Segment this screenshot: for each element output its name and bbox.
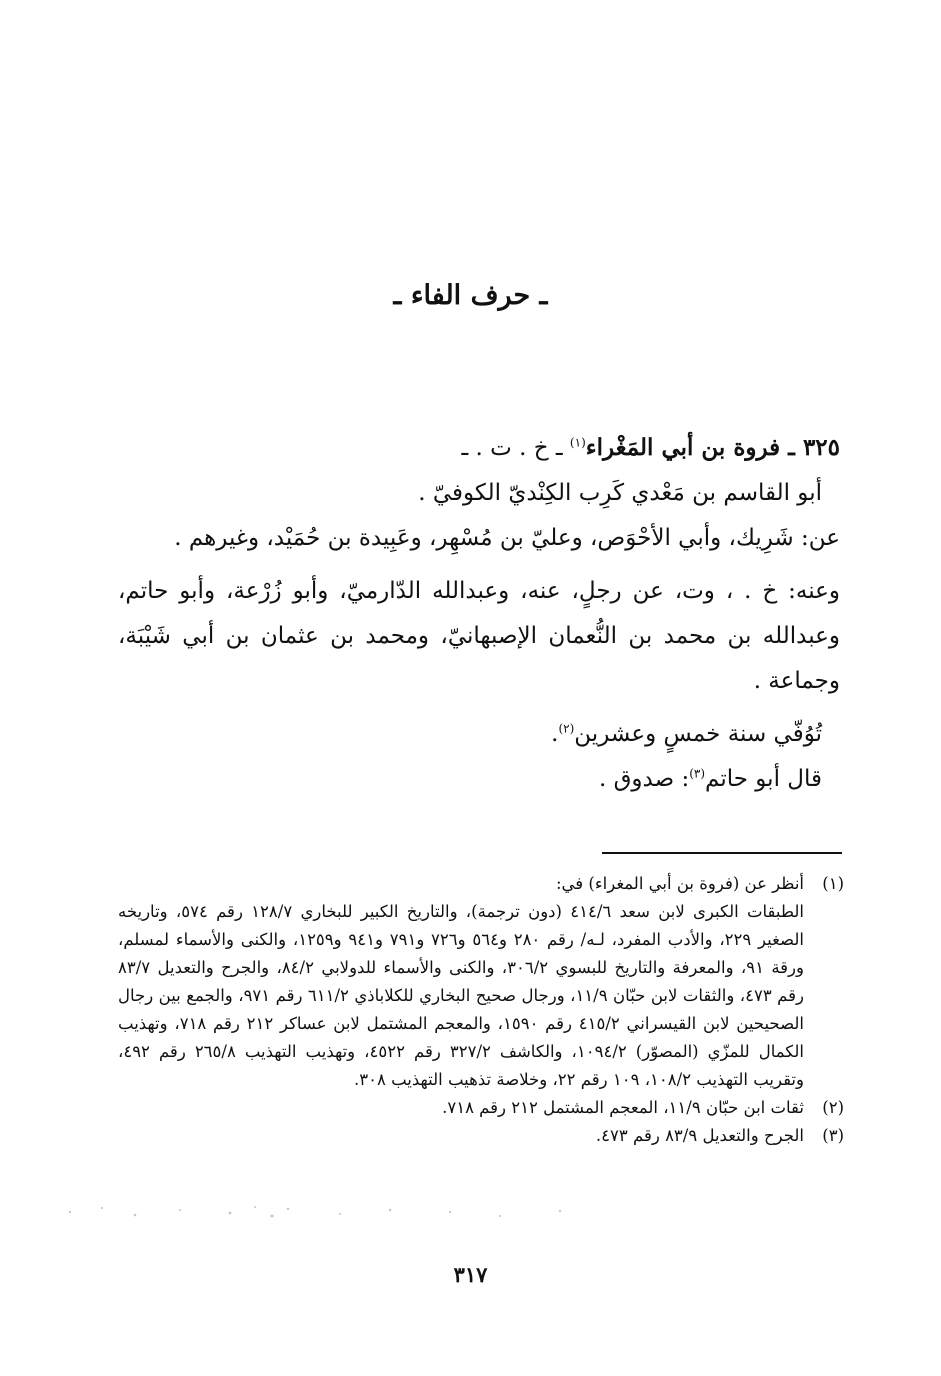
- footnote-text: الجرح والتعديل ٨٣/٩ رقم ٤٧٣.: [595, 1126, 804, 1145]
- page-number: ٣١٧: [453, 1262, 488, 1287]
- entry-death-line: [118, 712, 840, 757]
- entry-quote-text: قال أبو حاتم: [705, 766, 822, 792]
- footnote-ref-3[interactable]: (٣): [689, 766, 706, 781]
- footnote-title: أنظر عن (فروة بن أبي المغراء) في:: [555, 874, 804, 893]
- footnote-ref-1[interactable]: (١): [569, 435, 586, 450]
- footnote-number: (٣): [822, 1126, 844, 1145]
- footnote-2: [118, 1094, 844, 1122]
- entry-death-end: .: [551, 721, 559, 747]
- entry-quote-line: [118, 757, 840, 802]
- footnote-body: [118, 1094, 804, 1122]
- footnote-ref-2[interactable]: (٢): [558, 721, 575, 736]
- footnote-number: (١): [822, 874, 844, 893]
- footnote-body: [118, 870, 804, 1094]
- entry-teachers: عن: شَرِيك، وأبي الأحْوَص، وعليّ بن مُسْهِر، وعَبِيدة بن حُمَيْد، وغيرهم .: [174, 525, 840, 551]
- entry-heading: ٣٢٥ ـ فروة بن أبي المَغْراء: [585, 434, 840, 461]
- footnote-divider: [602, 852, 842, 854]
- footnote-body: [118, 1122, 804, 1150]
- footnote-3: [118, 1122, 844, 1150]
- entry-students: وعنه: خ . ، وت، عن رجلٍ، عنه، وعبدالله الدّارميّ، وأبو زُرْعة، وأبو حاتم، وعبدالله بن محمد بن النُّعمان الإصبهانيّ، ومحمد بن عثمان بن أبي شَيْبَة، وجماعة .: [118, 578, 840, 694]
- scan-noise: [40, 1190, 600, 1230]
- footnotes: [118, 870, 844, 1150]
- entry-quote-end: : صدوق .: [598, 766, 690, 792]
- biography-entry: [118, 425, 840, 802]
- footnote-number: (٢): [822, 1098, 844, 1117]
- entry-death-text: تُوُفّي سنة خمسٍ وعشرين: [574, 721, 822, 747]
- entry-heading-line: [118, 425, 840, 471]
- footnote-text: ثقات ابن حبّان ١١/٩، المعجم المشتمل ٢١٢ رقم ٧١٨.: [442, 1098, 804, 1117]
- entry-heading-tail: ـ خ . ت . ـ: [461, 435, 570, 461]
- footnote-1: [118, 870, 844, 1094]
- entry-name-line: أبو القاسم بن مَعْدي كَرِب الكِنْديّ الكوفيّ .: [418, 480, 822, 506]
- section-title: ـ حرف الفاء ـ: [393, 280, 548, 311]
- footnote-text: الطبقات الكبرى لابن سعد ٤١٤/٦ (دون ترجمة)، والتاريخ الكبير للبخاري ١٢٨/٧ رقم ٥٧٤، وتاريخه الصغير ٢٢٩، والأدب المفرد، لـه/ رقم ٢٨٠ و٥٦٤ و٧٢٦ و٧٩١ و٩٤١ و١٢٥٩، والكنى والأسماء لمسلم، ورقة ٩١، والمعرفة والتاريخ للبسوي ٣٠٦/٢، والكنى والأسماء للدولابي ٨٤/٢، والجرح والتعديل ٨٣/٧ رقم ٤٧٣، والثقات لابن حبّان ١١/٩، ورجال صحيح البخاري للكلاباذي ٦١١/٢ رقم ٩٧١، والجمع بين رجال الصحيحين لابن القيسراني ٤١٥/٢ رقم ١٥٩٠، والمعجم المشتمل لابن عساكر ٢١٢ رقم ٧١٨، وتهذيب الكمال للمزّي (المصوّر) ١٠٩٤/٢، والكاشف ٣٢٧/٢ رقم ٤٥٢٢، وتهذيب التهذيب ٢٦٥/٨ رقم ٤٩٢، وتقريب التهذيب ١٠٨/٢، ١٠٩ رقم ٢٢، وخلاصة تذهيب التهذيب ٣٠٨.: [118, 902, 805, 1089]
